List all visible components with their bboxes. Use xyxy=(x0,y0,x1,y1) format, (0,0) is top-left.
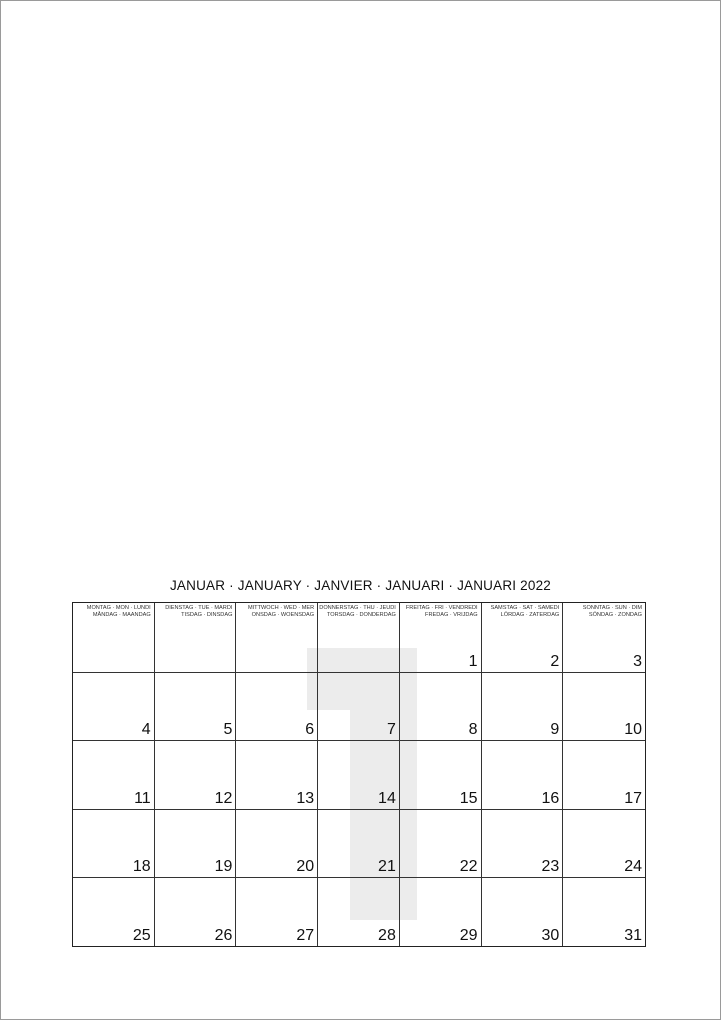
day-cell xyxy=(400,810,482,878)
day-number: 12 xyxy=(214,789,233,807)
day-number: 28 xyxy=(378,927,396,944)
day-cell xyxy=(400,673,482,741)
day-cell xyxy=(563,878,645,946)
day-header-tuesday: DIENSTAG · TUE · MARDI TISDAG · DINSDAG xyxy=(155,603,237,673)
day-cell xyxy=(482,878,564,946)
day-cell xyxy=(482,810,564,878)
day-number: 10 xyxy=(624,721,642,739)
day-number: 19 xyxy=(214,857,233,875)
day-cell xyxy=(400,741,482,809)
day-cell xyxy=(155,878,237,946)
day-cell xyxy=(563,810,645,878)
day-cell xyxy=(318,741,400,809)
day-cell xyxy=(318,878,400,946)
day-cell xyxy=(236,741,318,809)
day-number: 13 xyxy=(296,789,315,807)
day-number: 5 xyxy=(223,721,233,739)
day-number: 21 xyxy=(378,857,396,875)
day-number: 23 xyxy=(541,857,560,875)
day-number: 15 xyxy=(459,789,478,807)
day-cell xyxy=(482,741,564,809)
day-cell xyxy=(236,878,318,946)
month-title: JANUAR · JANUARY · JANVIER · JANUARI · JANUARI 2022 xyxy=(169,578,552,593)
day-cell xyxy=(318,673,400,741)
day-cell xyxy=(155,673,237,741)
day-number: 8 xyxy=(468,721,478,739)
day-number: 3 xyxy=(633,653,642,670)
day-number: 20 xyxy=(296,857,315,875)
day-cell xyxy=(318,810,400,878)
day-cell xyxy=(73,878,155,946)
day-number: 22 xyxy=(459,857,478,875)
day-number: 26 xyxy=(214,927,233,944)
day-header-friday: FREITAG · FRI · VENDREDI FREDAG · VRIJDAG 1 xyxy=(400,603,482,673)
day-number: 14 xyxy=(378,789,396,807)
day-number: 11 xyxy=(134,789,151,807)
day-cell xyxy=(563,741,645,809)
day-cell xyxy=(563,673,645,741)
day-number: 16 xyxy=(541,789,560,807)
day-number: 2 xyxy=(550,653,560,670)
day-number: 25 xyxy=(132,927,151,944)
day-number: 1 xyxy=(468,653,478,670)
day-cell xyxy=(73,673,155,741)
day-header-sunday: SONNTAG · SUN · DIM SÖNDAG · ZONDAG 3 xyxy=(563,603,645,673)
day-header-thursday: DONNERSTAG · THU · JEUDI TORSDAG · DONDERDAG xyxy=(318,603,400,673)
day-number: 9 xyxy=(550,721,560,739)
day-number: 6 xyxy=(305,721,315,739)
day-header-wednesday: MITTWOCH · WED · MER ONSDAG · WOENSDAG xyxy=(236,603,318,673)
day-cell xyxy=(400,878,482,946)
day-number: 27 xyxy=(296,927,315,944)
day-header-monday: MONTAG · MON · LUNDI MÅNDAG · MAANDAG xyxy=(73,603,155,673)
day-cell xyxy=(155,810,237,878)
day-number: 24 xyxy=(624,857,642,875)
day-number: 7 xyxy=(386,721,396,739)
calendar-grid xyxy=(72,602,646,947)
day-number: 4 xyxy=(141,721,151,739)
day-number: 29 xyxy=(459,927,478,944)
day-cell xyxy=(236,673,318,741)
day-number: 18 xyxy=(132,857,151,875)
day-cell xyxy=(73,810,155,878)
day-cell xyxy=(73,741,155,809)
day-number: 30 xyxy=(541,927,560,944)
day-number: 17 xyxy=(624,789,642,807)
day-cell xyxy=(482,673,564,741)
day-number: 31 xyxy=(624,927,642,944)
day-cell xyxy=(236,810,318,878)
day-cell xyxy=(155,741,237,809)
day-header-saturday: SAMSTAG · SAT · SAMEDI LÖRDAG · ZATERDAG 2 xyxy=(482,603,564,673)
